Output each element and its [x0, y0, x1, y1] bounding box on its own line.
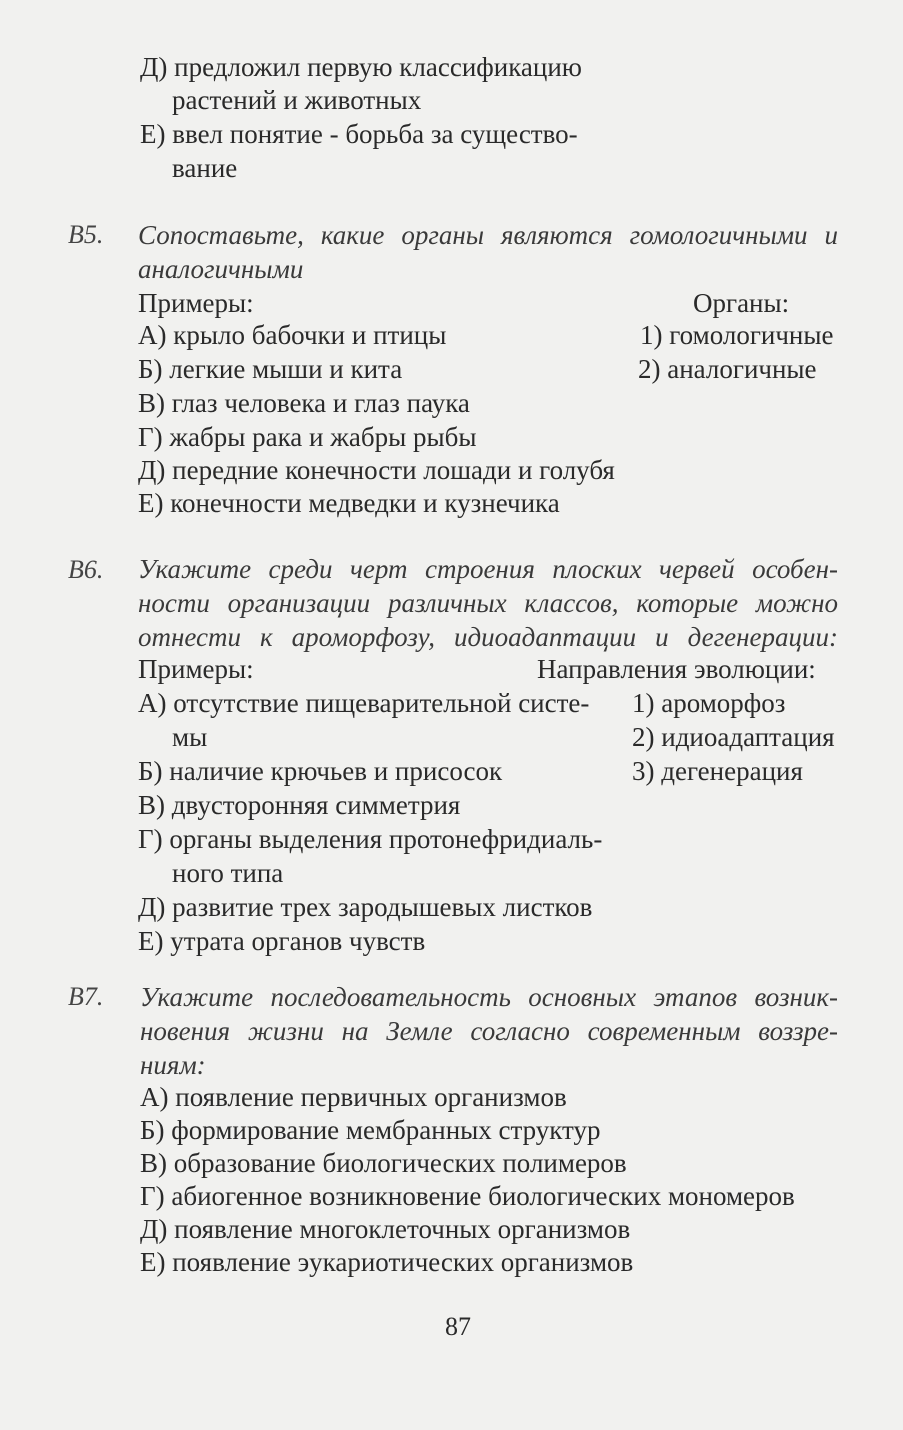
- question-b7-line-2: новения жизни на Земле согласно современным воззре-: [140, 1016, 838, 1046]
- b6-item-b: Б) наличие крючьев и присосок: [138, 756, 503, 786]
- b5-item-b: Б) легкие мыши и кита: [138, 354, 403, 384]
- question-b5-line-2: аналогичными: [138, 254, 304, 284]
- b5-item-e: Д) передние конечности лошади и голубя: [138, 455, 615, 485]
- question-number-b7: В7.: [68, 982, 104, 1011]
- directions-label: Направления эволюции:: [537, 654, 816, 684]
- b6-item-d-line-2: ного типа: [172, 858, 284, 888]
- b5-item-a: А) крыло бабочки и птицы: [138, 320, 447, 350]
- b5-option-2: 2) аналогичные: [638, 354, 817, 384]
- b6-option-2: 2) идиоадаптация: [632, 722, 835, 752]
- organs-label: Органы:: [693, 288, 790, 318]
- b7-item-a: А) появление первичных организмов: [140, 1082, 567, 1112]
- question-b6-line-3: отнести к ароморфозу, идиоадаптации и дегенерации:: [138, 622, 838, 652]
- b6-option-3: 3) дегенерация: [632, 756, 803, 786]
- question-number-b6: В6.: [68, 555, 104, 584]
- b6-option-1: 1) ароморфоз: [632, 688, 786, 718]
- b5-option-1: 1) гомологичные: [640, 320, 834, 350]
- question-b7-line-1: Укажите последовательность основных этапов возник-: [140, 982, 838, 1012]
- b7-item-d: Г) абиогенное возникновение биологических мономеров: [140, 1181, 795, 1211]
- b6-item-a-line-2: мы: [172, 722, 208, 752]
- b5-item-f: Е) конечности медведки и кузнечика: [138, 488, 560, 518]
- b5-item-d: Г) жабры рака и жабры рыбы: [138, 422, 477, 452]
- examples-label-b5: Примеры:: [138, 288, 254, 318]
- question-b6-line-1: Укажите среди черт строения плоских червей особен-: [138, 554, 838, 584]
- b6-item-d-line-1: Г) органы выделения протонефридиаль-: [138, 824, 603, 854]
- b6-item-f: Е) утрата органов чувств: [138, 926, 426, 956]
- question-b6-line-2: ности организации различных классов, которые можно: [138, 588, 838, 618]
- b7-item-b: Б) формирование мембранных структур: [140, 1115, 601, 1145]
- question-b7-line-3: ниям:: [140, 1050, 206, 1080]
- b7-item-f: Е) появление эукариотических организмов: [140, 1247, 634, 1277]
- b7-item-e: Д) появление многоклеточных организмов: [140, 1214, 631, 1244]
- b6-item-e: Д) развитие трех зародышевых листков: [138, 892, 593, 922]
- b6-item-a-line-1: А) отсутствие пищеварительной систе-: [138, 688, 590, 718]
- option-e-line-2: вание: [172, 153, 238, 183]
- page-number: 87: [445, 1312, 471, 1341]
- examples-label-b6: Примеры:: [138, 654, 254, 684]
- option-d-line-1: Д) предложил первую классификацию: [140, 52, 582, 82]
- option-e-line-1: Е) ввел понятие - борьба за существо-: [140, 119, 578, 149]
- b6-item-c: В) двусторонняя симметрия: [138, 790, 461, 820]
- b7-item-c: В) образование биологических полимеров: [140, 1148, 627, 1178]
- option-d-line-2: растений и животных: [172, 85, 422, 115]
- question-b5-line-1: Сопоставьте, какие органы являются гомологичными и: [138, 220, 838, 250]
- b5-item-c: В) глаз человека и глаз паука: [138, 388, 470, 418]
- question-number-b5: В5.: [68, 220, 104, 249]
